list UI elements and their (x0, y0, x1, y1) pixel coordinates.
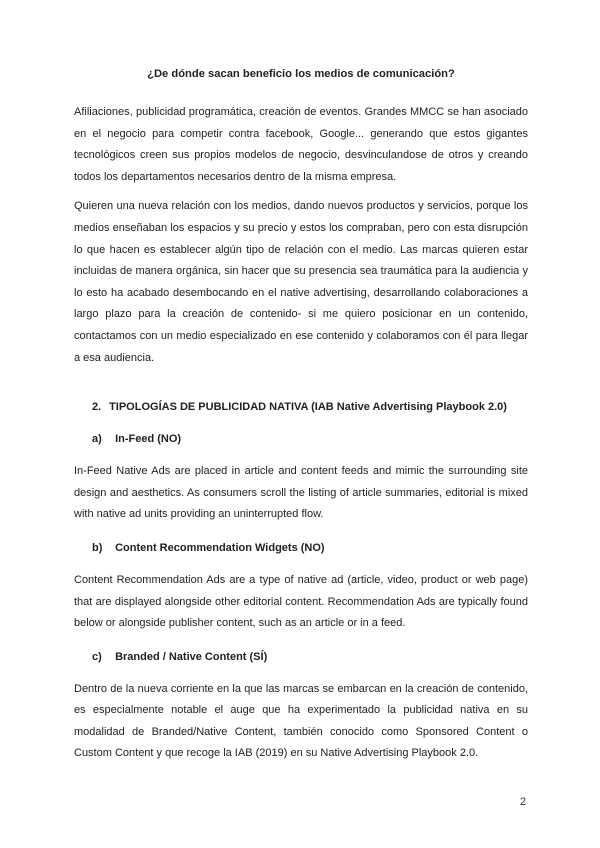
document-page (74, 64, 528, 765)
subsection-heading-b (92, 538, 528, 558)
section-title: TIPOLOGÍAS DE PUBLICIDAD NATIVA (IAB Native Advertising Playbook 2.0) (109, 401, 507, 414)
subsection-title: Content Recommendation Widgets (NO) (115, 541, 325, 554)
subsection-letter: b) (92, 541, 103, 554)
subsection-title: In-Feed (NO) (115, 433, 182, 446)
subsection-text-b: Content Recommendation Ads are a type of native ad (article, video, product or web page) that are displayed alongside other editorial content. Recommendation Ads are typically found below or alongside publisher content, such as an article or in a feed. (74, 573, 528, 630)
subsection-title: Branded / Native Content (SÍ) (115, 650, 268, 663)
subsection-heading-c (92, 647, 528, 667)
question-heading: ¿De dónde sacan beneficio los medios de comunicación? (147, 68, 455, 80)
intro-paragraph-2: Quieren una nueva relación con los medios, dando nuevos productos y servicios, porque los medios enseñaban los espacios y su precio y estos los compraban, pero con esta disrupción lo que hacen es establecer algún tipo de relación con el medio. Las marcas quieren estar incluidas de manera orgánica, sin hacer que su presencia sea traumática para la audiencia y lo esto ha acabado desembocando en el native advertising, desarrollando colaboraciones a largo plazo para la creación de contenido- si me quiero posicionar en un contenido, contactamos con un medio especializado en ese contenido y colaboramos con él para llegar a esa audiencia. (74, 200, 528, 364)
subsection-heading-a (92, 429, 528, 449)
subsection-text-c: Dentro de la nueva corriente en la que las marcas se embarcan en la creación de contenido, es especialmente notable el auge que ha experimentado la publicidad nativa en su modalidad de Branded/Native Content, también conocido como Sponsored Content o Custom Content y que recoge la IAB (2019) en su Native Advertising Playbook 2.0. (74, 682, 528, 760)
section-heading (92, 397, 528, 417)
section-number: 2. (92, 401, 102, 414)
subsection-letter: a) (92, 433, 102, 446)
subsection-letter: c) (92, 650, 102, 663)
intro-paragraph-1: Afiliaciones, publicidad programática, creación de eventos. Grandes MMCC se han asociado en el negocio para competir contra facebook, Google... generando que estos gigantes tecnológicos creen sus propios modelos de negocio, desvinculandose de otros y creando todos los departamentos necesarios dentro de la misma empresa. (74, 106, 528, 183)
subsection-text-a: In-Feed Native Ads are placed in article and content feeds and mimic the surrounding site design and aesthetics. As consumers scroll the listing of article summaries, editorial is mixed with native ad units providing an uninterrupted flow. (74, 465, 528, 521)
page-number: 2 (519, 796, 526, 808)
